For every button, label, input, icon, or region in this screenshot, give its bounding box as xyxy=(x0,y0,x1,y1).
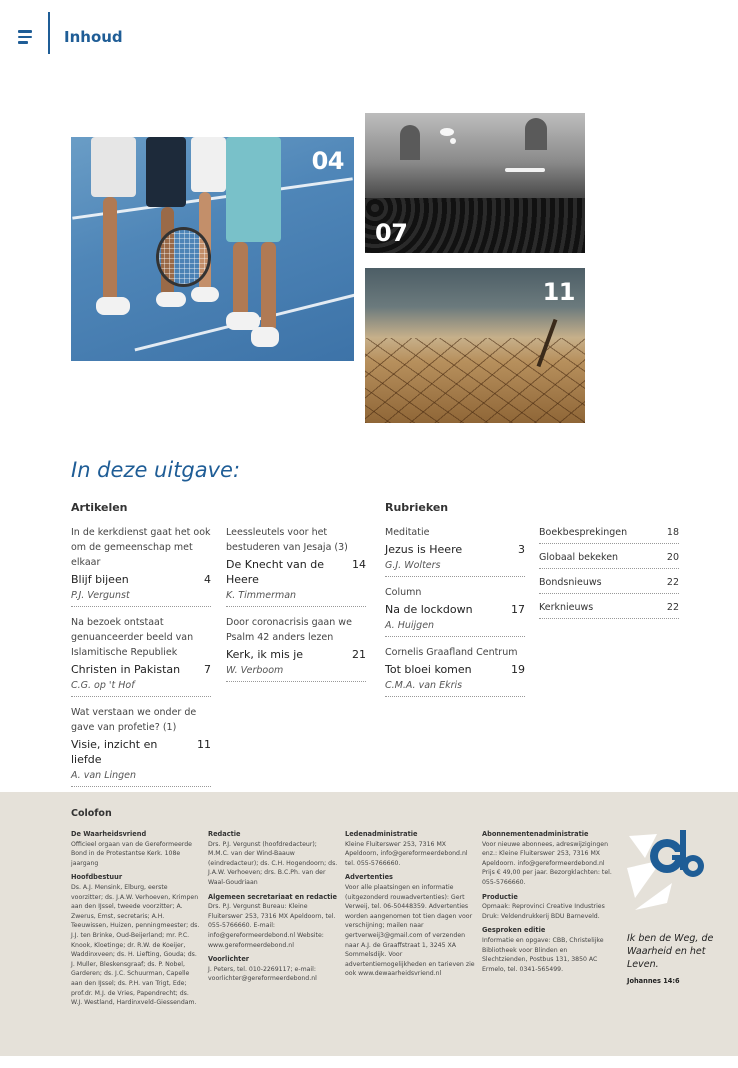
rubric-author: G.J. Wolters xyxy=(385,560,441,571)
colofon-heading: Advertenties xyxy=(345,873,393,882)
article-intro: Door coronacrisis gaan we Psalm 42 anders lezen xyxy=(226,617,352,643)
colofon-heading: Voorlichter xyxy=(208,955,250,964)
rubric-link[interactable]: Boekbesprekingen 18 xyxy=(539,521,679,544)
rubrics-heading: Rubrieken xyxy=(385,501,449,514)
rubric-category: Column xyxy=(385,587,422,598)
top-bar xyxy=(0,0,738,70)
colofon-heading: Ledenadministratie xyxy=(345,830,418,838)
rubric-author: C.M.A. van Ekris xyxy=(385,680,463,691)
article-number-label: 07 xyxy=(375,219,408,247)
colofon-heading: Productie xyxy=(482,892,518,901)
page-title: Inhoud xyxy=(64,28,123,46)
colofon-text: J. Peters, tel. 010-2269117; e-mail: voorlichter@gereformeerdebond.nl xyxy=(208,965,317,983)
colofon-text: Ds. A.J. Mensink, Elburg, eerste voorzitter; ds. J.A.W. Verhoeven, Krimpen aan den IJssel, tweede voorzitter; A. Zwerus, Emst, secretaris; A.H. Teeuwissen, Huizen, penningmeester; ds. J.J. ten Brinke, Oud-Beijerland; mr. P.C. Knook, Kloetinge; dr. R.W. de Koeijer, Waddinxveen; ds. H. Liefting, Gouda; ds. J. Muller, Bleskensgraaf; ds. P. Nobel, Garderen; ds. J.C. Schuurman, Capelle aan den IJssel; ds. P.H. van Trigt, Ede; prof.dr. M.J. de Vries, Papendrecht; ds. W.J. Westland, Hardinxveld-Giessendam. xyxy=(71,883,200,1007)
gb-logo-icon xyxy=(627,828,707,918)
colofon-heading: De Waarheidsvriend xyxy=(71,830,147,838)
colofon-text: Drs. P.J. Vergunst (hoofdredacteur); M.M.C. van der Wind-Baauw (eindredacteur); ds. C.H. Hogendoorn; ds. J.A.W. Verhoeven; drs. B.C.Ph. van der Waal-Goudriaan xyxy=(208,840,338,886)
rubric-entry[interactable] xyxy=(385,585,525,637)
rubric-link[interactable]: Bondsnieuws 22 xyxy=(539,571,679,594)
article-author: P.J. Vergunst xyxy=(71,590,130,601)
colofon-text: Opmaak: Reprovinci Creative Industries Druk: Veldendrukkerij BDU Barneveld. xyxy=(482,903,605,920)
colofon-column-1 xyxy=(71,830,201,1013)
colofon-section xyxy=(0,792,738,1056)
articles-column-1 xyxy=(71,525,211,795)
rubric-link[interactable]: Kerknieuws 22 xyxy=(539,596,679,619)
article-entry[interactable] xyxy=(71,615,211,697)
colofon-text: Officieel orgaan van de Gereformeerde Bond in de Protestantse Kerk. 108e jaargang xyxy=(71,840,192,867)
rubric-headline: Jezus is Heere 3 xyxy=(385,543,525,556)
page-number: 14 xyxy=(352,558,366,571)
articles-column-2 xyxy=(226,525,366,690)
article-headline: Christen in Pakistan 7 xyxy=(71,663,211,676)
article-headline: Visie, inzicht en liefde 11 xyxy=(71,738,211,766)
page-number: 22 xyxy=(666,602,679,613)
colofon-heading: Gesproken editie xyxy=(482,926,546,935)
colofon-text: Informatie en opgave: CBB, Christelijke Bibliotheek voor Blinden en Slechtzienden, Postbus 131, 3850 AC Ermelo, tel. 0341-565499. xyxy=(482,936,604,973)
colofon-column-3 xyxy=(345,830,475,984)
rubric-author: A. Huijgen xyxy=(385,620,435,631)
rubrics-column-1 xyxy=(385,525,525,705)
page-number: 4 xyxy=(204,573,211,586)
page-number: 21 xyxy=(352,648,366,661)
page-number: 22 xyxy=(666,577,679,588)
article-intro: In de kerkdienst gaat het ook om de gemeenschap met elkaar xyxy=(71,527,211,568)
motto-text: Ik ben de Weg, de Waarheid en het Leven. xyxy=(627,933,714,970)
article-author: W. Verboom xyxy=(226,665,284,676)
article-entry[interactable] xyxy=(71,525,211,607)
article-author: K. Timmerman xyxy=(226,590,297,601)
page-number: 19 xyxy=(511,663,525,676)
page-number: 7 xyxy=(204,663,211,676)
article-author: C.G. op 't Hof xyxy=(71,680,135,691)
rubric-headline: Na de lockdown 17 xyxy=(385,603,525,616)
page-number: 17 xyxy=(511,603,525,616)
rubric-category: Cornelis Graafland Centrum xyxy=(385,647,518,658)
colofon-text: Voor alle plaatsingen en informatie (uitgezonderd rouwadvertenties): Gert Verweij, tel. 06-50448359. Advertenties worden aangenomen tot tien dagen voor verschijning; mailen naar gertverweij3@gmail.com of verzenden naar A.J. de Graaffstraat 1, 3245 XA Sommelsdijk. Voor advertentiemogelijkheden en tarieven zie ook www.dewaarheidsvriend.nl xyxy=(345,883,475,978)
menu-icon[interactable] xyxy=(18,30,34,44)
colofon-column-4 xyxy=(482,830,612,979)
rubric-headline: Tot bloei komen 19 xyxy=(385,663,525,676)
photo-church-article[interactable] xyxy=(365,113,585,253)
article-entry[interactable] xyxy=(71,705,211,787)
article-author: A. van Lingen xyxy=(71,770,137,781)
rubric-link[interactable]: Globaal bekeken 20 xyxy=(539,546,679,569)
colofon-text: Drs. P.J. Vergunst Bureau: Kleine Fluiterswег 253, 7316 MX Apeldoorn, tel. 055-5766660. E-mail: info@gereformeerdebond.nl Website: www.gereformeerdebond.nl xyxy=(208,903,336,949)
article-intro: Leessleutels voor het bestuderen van Jesaja (3) xyxy=(226,527,348,553)
colofon-text: Voor nieuwe abonnees, adreswijzigingen enz.: Kleine Fluiterswег 253, 7316 MX Apeldoorn. info@gereformeerdebond.nl Prijs € 49,00 per jaar. Bezorgklachten: tel. 055-5766660. xyxy=(482,840,612,886)
article-entry[interactable] xyxy=(226,615,366,682)
photo-desert-article[interactable] xyxy=(365,268,585,423)
header-divider xyxy=(48,12,50,54)
colofon-text: Kleine Fluiterswег 253, 7316 MX Apeldoorn, info@gereformeerdebond.nl tel. 055-5766660. xyxy=(345,840,468,867)
page-number: 3 xyxy=(518,543,525,556)
article-intro: Na bezoek ontstaat genuanceerder beeld van Islamitische Republiek xyxy=(71,617,194,658)
rubrics-column-2 xyxy=(539,521,679,619)
colofon-heading: Redactie xyxy=(208,830,241,838)
article-intro: Wat verstaan we onder de gave van profetie? (1) xyxy=(71,707,197,733)
motto-reference: Johannes 14:6 xyxy=(627,977,680,985)
rubric-entry[interactable] xyxy=(385,645,525,697)
colofon-heading: Abonnementenadministratie xyxy=(482,830,589,838)
article-number-label: 04 xyxy=(311,147,344,175)
rubric-entry[interactable] xyxy=(385,525,525,577)
colofon-heading: Hoofdbestuur xyxy=(71,873,123,882)
article-headline: Blijf bijeen 4 xyxy=(71,573,211,586)
colofon-column-2 xyxy=(208,830,338,989)
rubric-category: Meditatie xyxy=(385,527,430,538)
photo-tennis-article[interactable] xyxy=(71,137,354,361)
colofon-heading: Algemeen secretariaat en redactie xyxy=(208,892,337,901)
article-headline: Kerk, ik mis je 21 xyxy=(226,648,366,661)
article-number-label: 11 xyxy=(542,278,575,306)
page-number: 20 xyxy=(666,552,679,563)
article-headline: De Knecht van de Heere 14 xyxy=(226,558,366,586)
colofon-title: Colofon xyxy=(71,808,112,819)
issue-heading: In deze uitgave: xyxy=(71,458,241,482)
page-number: 18 xyxy=(666,527,679,538)
page-number: 11 xyxy=(197,738,211,751)
article-entry[interactable] xyxy=(226,525,366,607)
articles-heading: Artikelen xyxy=(71,501,128,514)
